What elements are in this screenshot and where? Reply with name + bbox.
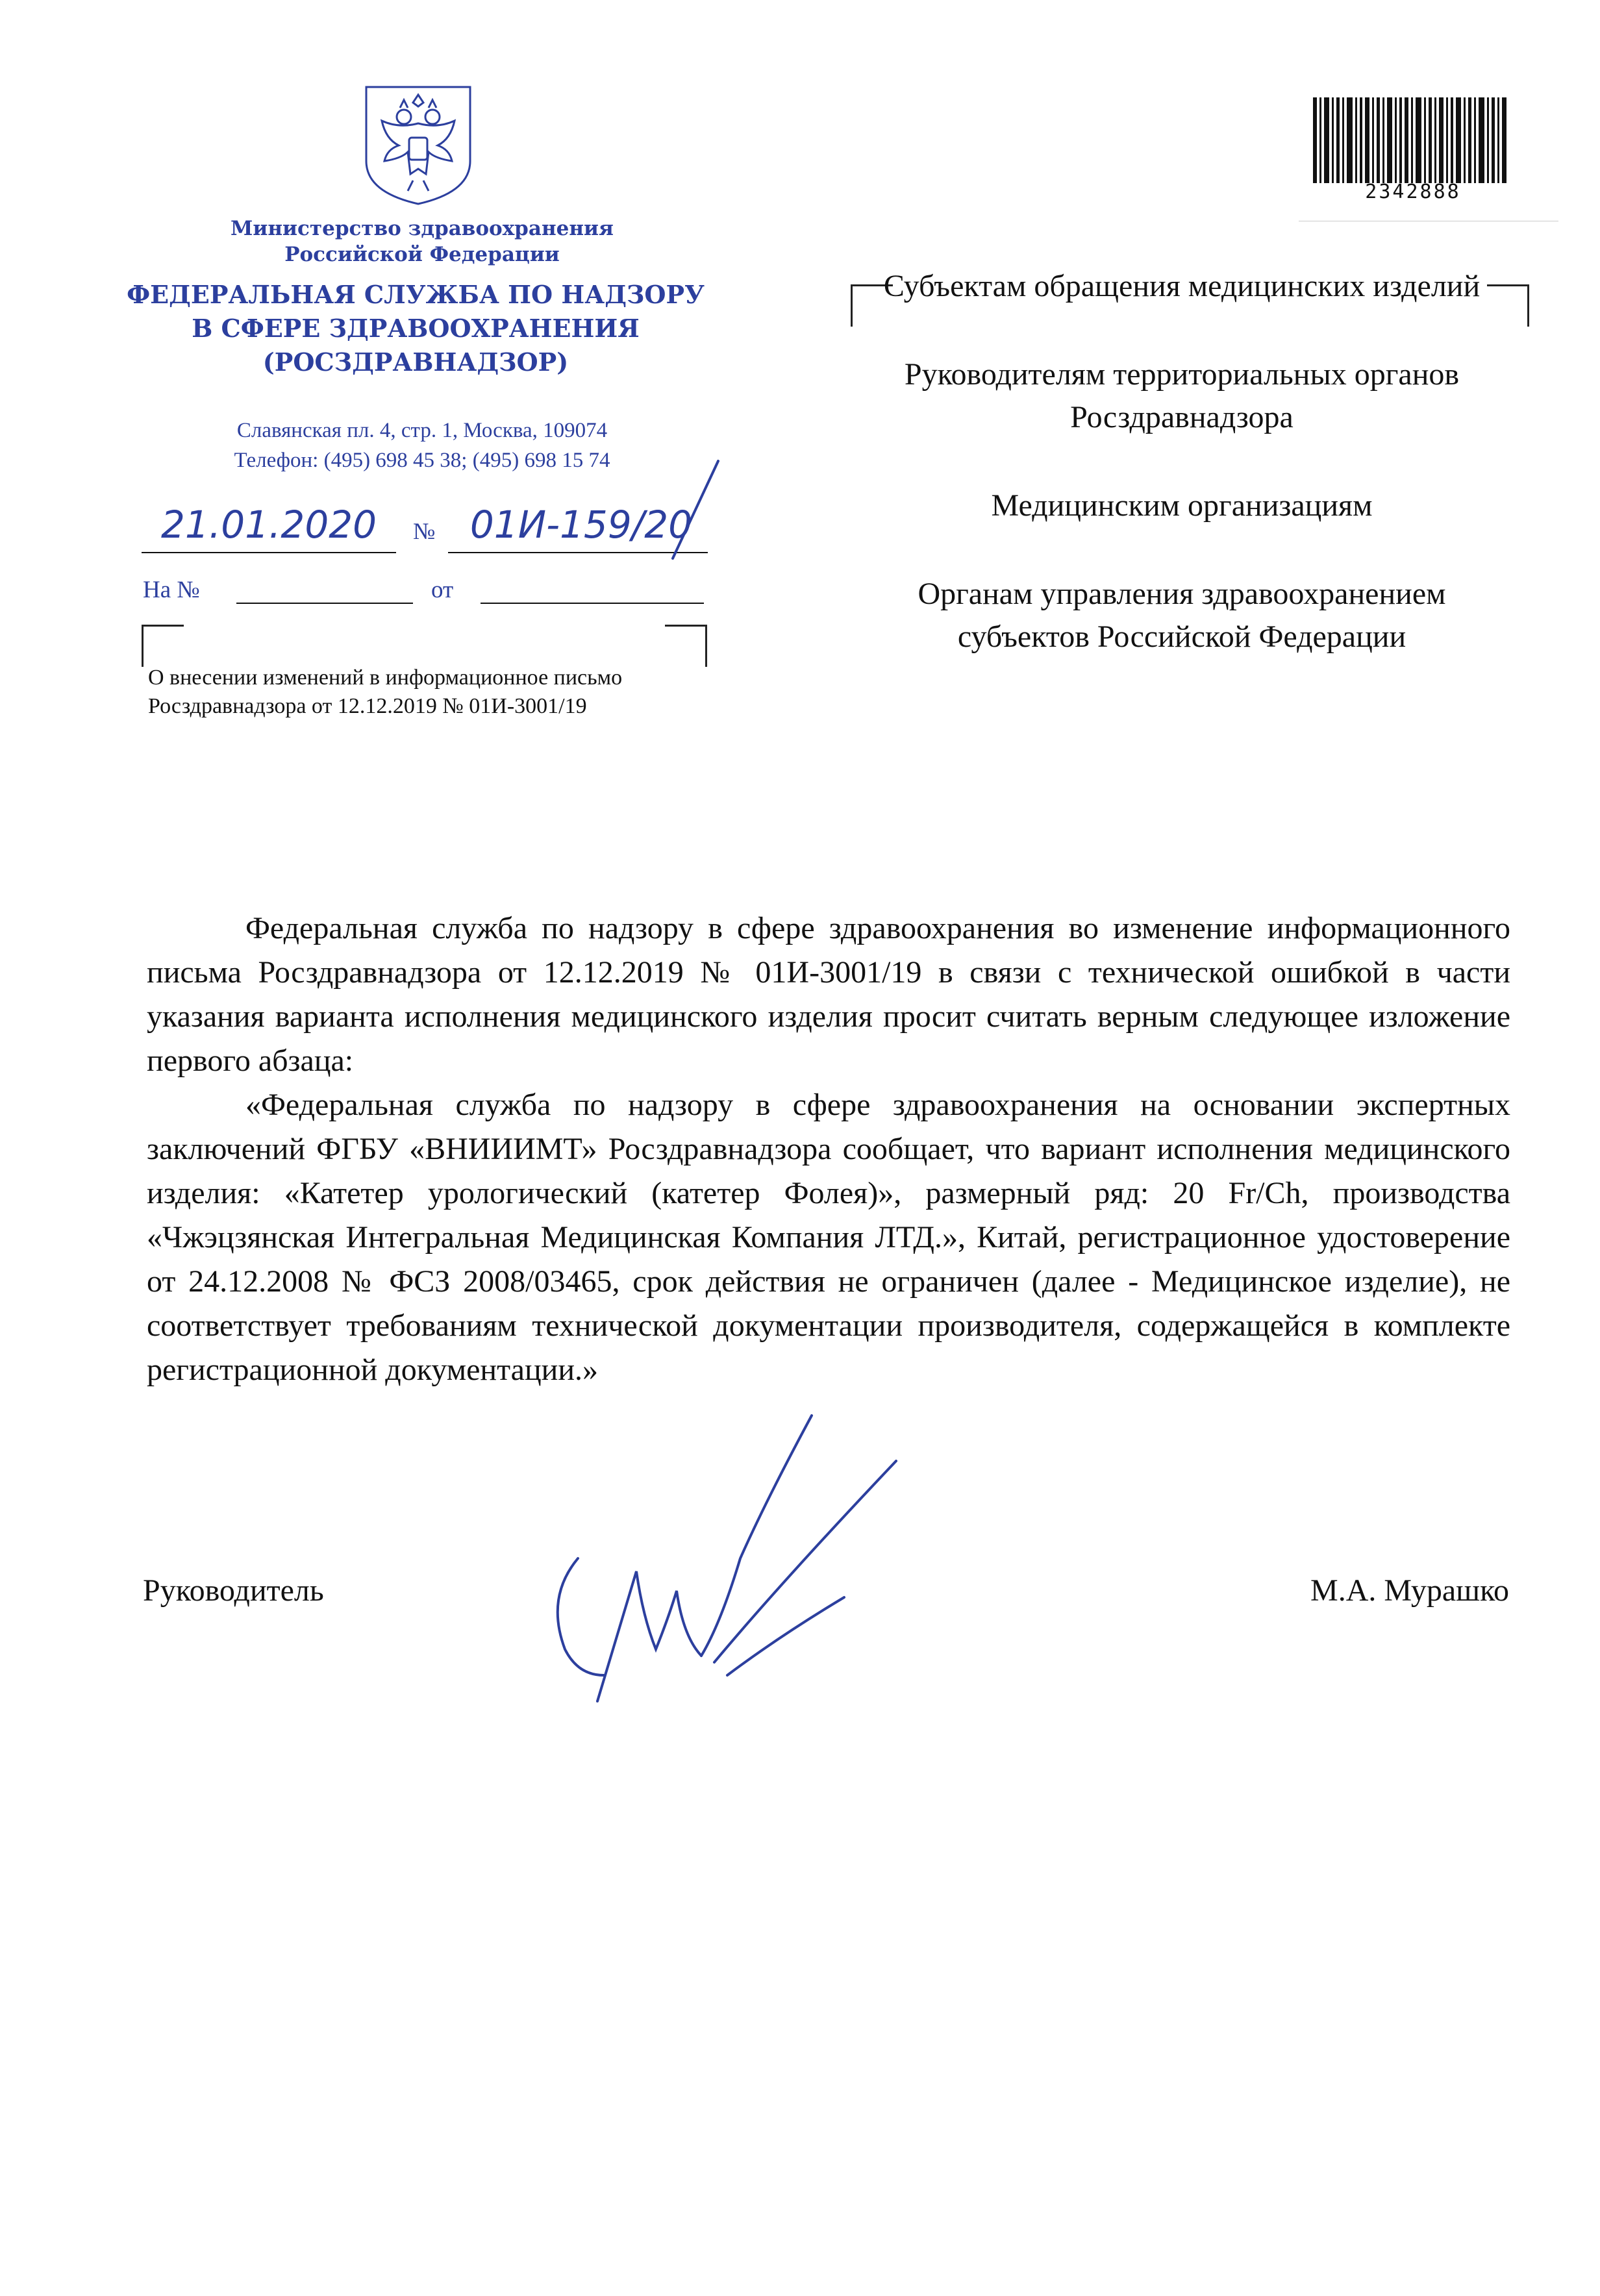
registration-date: 21.01.2020 (160, 503, 377, 547)
barcode-icon (1313, 97, 1508, 183)
from-underline (481, 603, 704, 604)
reply-to-underline (236, 603, 413, 604)
addressee: Субъектам обращения медицинских изделий (883, 269, 1481, 303)
signatory-name: М.А. Мурашко (1310, 1573, 1509, 1608)
registration-number: 01И-159/20 (469, 503, 693, 547)
date-underline (142, 552, 396, 553)
addressee: Медицинским организациям (991, 488, 1373, 523)
addressee: Органам управления здравоохранением субъектов Российской Федерации (918, 577, 1446, 654)
address-block (130, 416, 714, 475)
phone: Телефон: (495) 698 45 38; (495) 698 15 74 (234, 449, 610, 472)
coat-of-arms-icon (362, 83, 474, 206)
addressee: Руководителям территориальных органов Росздравнадзора (904, 357, 1460, 434)
from-label: от (431, 577, 454, 603)
handwritten-slash (647, 455, 725, 565)
barcode-number: 2342888 (1365, 181, 1461, 203)
ministry-line: Российской Федерации (284, 243, 560, 266)
body-paragraph: Федеральная служба по надзору в сфере здравоохранения во изменение информационного письма Росздравнадзора от 12.12.2019 № 01И-3001/19 в связи с технической ошибкой в части указания варианта исполнения медицинского изделия просит считать верным следующее изложение первого абзаца: (147, 911, 1510, 1078)
service-line: (РОСЗДРАВНАДЗОР) (262, 347, 569, 377)
number-sign: № (413, 518, 436, 544)
ministry-name (169, 216, 675, 268)
body-paragraph: «Федеральная служба по надзору в сфере здравоохранения на основании экспертных заключений ФГБУ «ВНИИИМТ» Росздравнадзора сообщает, что вариант исполнения медицинского изделия: «Катетер урологический (катетер Фолея)», размерный ряд: 20 Fr/Ch, производства «Чжэцзянская Интегральная Медицинская Компания ЛТД.», Китай, регистрационное удостоверение от 24.12.2008 № ФСЗ 2008/03465, срок действия не ограничен (далее - Медицинское изделие), не соответствует требованиям технической документации производителя, содержащейся в комплекте регистрационной документации.» (147, 1088, 1510, 1387)
service-name (104, 278, 727, 379)
corner-bracket (142, 625, 184, 667)
service-line: ФЕДЕРАЛЬНАЯ СЛУЖБА ПО НАДЗОРУ (127, 280, 705, 309)
signatory-title: Руководитель (143, 1573, 324, 1608)
service-line: В СФЕРЕ ЗДРАВООХРАНЕНИЯ (192, 314, 640, 343)
address: Славянская пл. 4, стр. 1, Москва, 109074 (236, 419, 608, 442)
corner-bracket (665, 625, 707, 667)
ministry-line: Министерство здравоохранения (231, 217, 614, 240)
handwritten-signature-icon (506, 1403, 935, 1714)
addressee-list (883, 265, 1481, 704)
corner-bracket (1487, 284, 1529, 327)
reply-to-label: На № (143, 577, 200, 603)
subject-line: О внесении изменений в информационное письмо Росздравнадзора от 12.12.2019 № 01И-3001/19 (148, 666, 623, 718)
letter-body (147, 906, 1510, 1392)
